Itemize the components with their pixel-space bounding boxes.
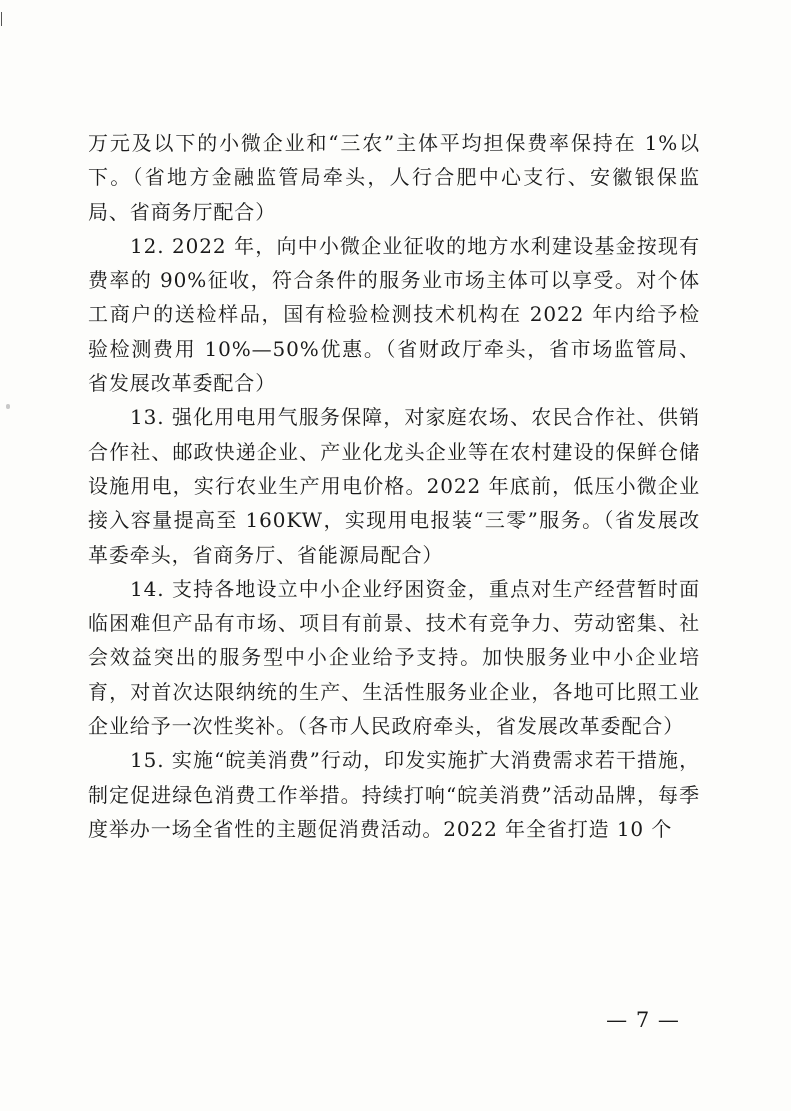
paragraph-item-12: 12. 2022 年，向中小微企业征收的地方水利建设基金按现有费率的 90%征收，符合条件的服务业市场主体可以享受。对个体工商户的送检样品，国有检验检测技术机构在 2022 年内给予检验检测费用 10%—50%优惠。（省财政厅牵头，省市场监管局、省发展改革委配合） — [88, 233, 700, 396]
scan-edge-mark — [1, 12, 2, 26]
paragraph-item-15: 15. 实施“皖美消费”行动，印发实施扩大消费需求若干措施，制定促进绿色消费工作举措。持续打响“皖美消费”活动品牌，每季度举办一场全省性的主题促消费活动。2022 年全省打造 10 个 — [88, 748, 700, 841]
scan-speck — [6, 404, 10, 409]
paragraph-item-13: 13. 强化用电用气服务保障，对家庭农场、农民合作社、供销合作社、邮政快递企业、产业化龙头企业等在农村建设的保鲜仓储设施用电，实行农业生产用电价格。2022 年底前，低压小微企业接入容量提高至 160KW，实现用电报装“三零”服务。（省发展改革委牵头，省商务厅、省能源局配合） — [88, 405, 700, 567]
paragraph-item-14: 14. 支持各地设立中小企业纾困资金，重点对生产经营暂时面临困难但产品有市场、项目有前景、技术有竞争力、劳动密集、社会效益突出的服务型中小企业给予支持。加快服务业中小企业培育，对首次达限纳统的生产、生活性服务业企业，各地可比照工业企业给予一次性奖补。（各市人民政府牵头，省发展改革委配合） — [88, 576, 700, 739]
paragraph-continuation: 万元及以下的小微企业和“三农”主体平均担保费率保持在 1%以下。（省地方金融监管局牵头，人行合肥中心支行、安徽银保监局、省商务厅配合） — [88, 131, 700, 224]
document-body — [88, 126, 700, 846]
page-number: — 7 — — [606, 1008, 680, 1032]
